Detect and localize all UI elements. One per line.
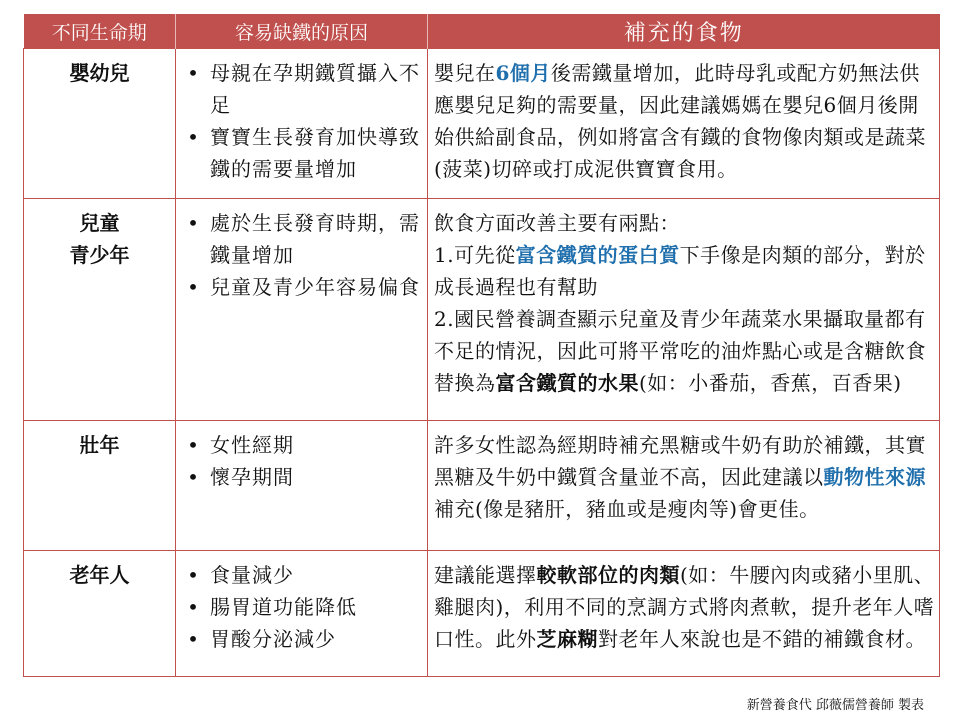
reason-text: 處於生長發育時期，需鐵量增加: [210, 211, 420, 267]
reason-text: 胃酸分泌減少: [210, 627, 336, 651]
reason-list: [176, 429, 421, 493]
bullet-icon: •: [187, 433, 199, 457]
list-item: [176, 429, 421, 461]
table-row: [24, 551, 940, 677]
reason-list: [176, 57, 421, 185]
life-stage-label: 壯年: [79, 433, 120, 457]
reason-text: 寶寶生長發育加快導致鐵的需要量增加: [210, 125, 420, 181]
table-row: [24, 199, 940, 421]
supplement-food-cell: [428, 49, 940, 199]
supplement-food-cell: [428, 199, 940, 421]
food-text: 下手像是肉類的部分，對於成長過程也有幫助: [434, 243, 926, 299]
list-item: [176, 461, 421, 493]
life-stage-label: 老年人: [69, 563, 130, 587]
table-row: [24, 49, 940, 199]
deficiency-reason-cell: [176, 49, 428, 199]
life-stage-cell: [24, 49, 176, 199]
food-text: 建議能選擇: [434, 563, 537, 587]
iron-table-sheet: [23, 14, 939, 677]
life-stage-label: 兒童: [79, 211, 120, 235]
list-item: [176, 207, 421, 271]
list-item: [176, 121, 421, 185]
reason-text: 女性經期: [210, 433, 294, 457]
table-header-row: [24, 14, 940, 49]
bold-keyword: 芝麻糊: [536, 627, 598, 651]
food-text: 對老年人來說也是不錯的補鐵食材。: [598, 627, 926, 651]
iron-nutrition-table: [23, 14, 940, 677]
header-life-stage: 不同生命期: [24, 14, 176, 49]
list-item: [176, 559, 421, 591]
table-row: [24, 421, 940, 551]
highlight-keyword: 動物性來源: [823, 465, 926, 489]
header-deficiency-reason: 容易缺鐵的原因: [176, 14, 428, 49]
food-text: (如：牛腰內肉或豬小里肌、雞腿肉)，利用不同的烹調方式將肉煮軟，提升老年人嗜口性。此外: [434, 563, 935, 651]
bullet-icon: •: [187, 563, 199, 587]
life-stage-label: 青少年: [69, 243, 130, 267]
bullet-icon: •: [187, 275, 199, 299]
life-stage-cell: [24, 199, 176, 421]
deficiency-reason-cell: [176, 421, 428, 551]
food-text: 許多女性認為經期時補充黑糖或牛奶有助於補鐵，其實黑糖及牛奶中鐵質含量並不高，因此建議以: [434, 433, 926, 489]
list-item: [176, 271, 421, 303]
life-stage-label: 嬰幼兒: [69, 61, 130, 85]
bullet-icon: •: [187, 211, 199, 235]
bullet-icon: •: [187, 595, 199, 619]
food-text: (如：小番茄，香蕉，百香果): [639, 371, 902, 395]
bold-keyword: 富含鐵質的水果: [495, 371, 639, 395]
bullet-icon: •: [187, 465, 199, 489]
header-supplement-food: 補充的食物: [428, 14, 940, 49]
highlight-keyword: 6個月: [495, 61, 551, 85]
supplement-food-cell: [428, 421, 940, 551]
food-text: 2.國民營養調查顯示兒童及青少年蔬菜水果攝取量都有不足的情況，因此可將平常吃的油炸點心或是含糖飲食替換為: [434, 307, 926, 395]
bullet-icon: •: [187, 61, 199, 85]
bullet-icon: •: [187, 125, 199, 149]
life-stage-cell: [24, 421, 176, 551]
reason-text: 懷孕期間: [210, 465, 294, 489]
supplement-food-cell: [428, 551, 940, 677]
life-stage-cell: [24, 551, 176, 677]
food-text: 補充(像是豬肝，豬血或是瘦肉等)會更佳。: [434, 497, 820, 521]
highlight-keyword: 富含鐵質的蛋白質: [515, 243, 680, 267]
reason-text: 食量減少: [210, 563, 294, 587]
reason-text: 兒童及青少年容易偏食: [210, 275, 420, 299]
list-item: [176, 57, 421, 121]
deficiency-reason-cell: [176, 551, 428, 677]
reason-text: 腸胃道功能降低: [210, 595, 357, 619]
food-text: 1.可先從: [434, 243, 516, 267]
bold-keyword: 較軟部位的肉類: [536, 563, 680, 587]
table-credit: 新營養食代 邱薇儒營養師 製表: [746, 698, 924, 713]
reason-text: 母親在孕期鐵質攝入不足: [210, 61, 420, 117]
food-text: 嬰兒在: [434, 61, 496, 85]
list-item: [176, 591, 421, 623]
food-text: 後需鐵量增加，此時母乳或配方奶無法供應嬰兒足夠的需要量，因此建議媽媽在嬰兒6個月後開始供給副食品，例如將富含有鐵的食物像肉類或是蔬菜(菠菜)切碎或打成泥供寶寶食用。: [434, 61, 926, 181]
deficiency-reason-cell: [176, 199, 428, 421]
bullet-icon: •: [187, 627, 199, 651]
reason-list: [176, 207, 421, 303]
food-text: 飲食方面改善主要有兩點：: [434, 211, 680, 235]
reason-list: [176, 559, 421, 655]
list-item: [176, 623, 421, 655]
